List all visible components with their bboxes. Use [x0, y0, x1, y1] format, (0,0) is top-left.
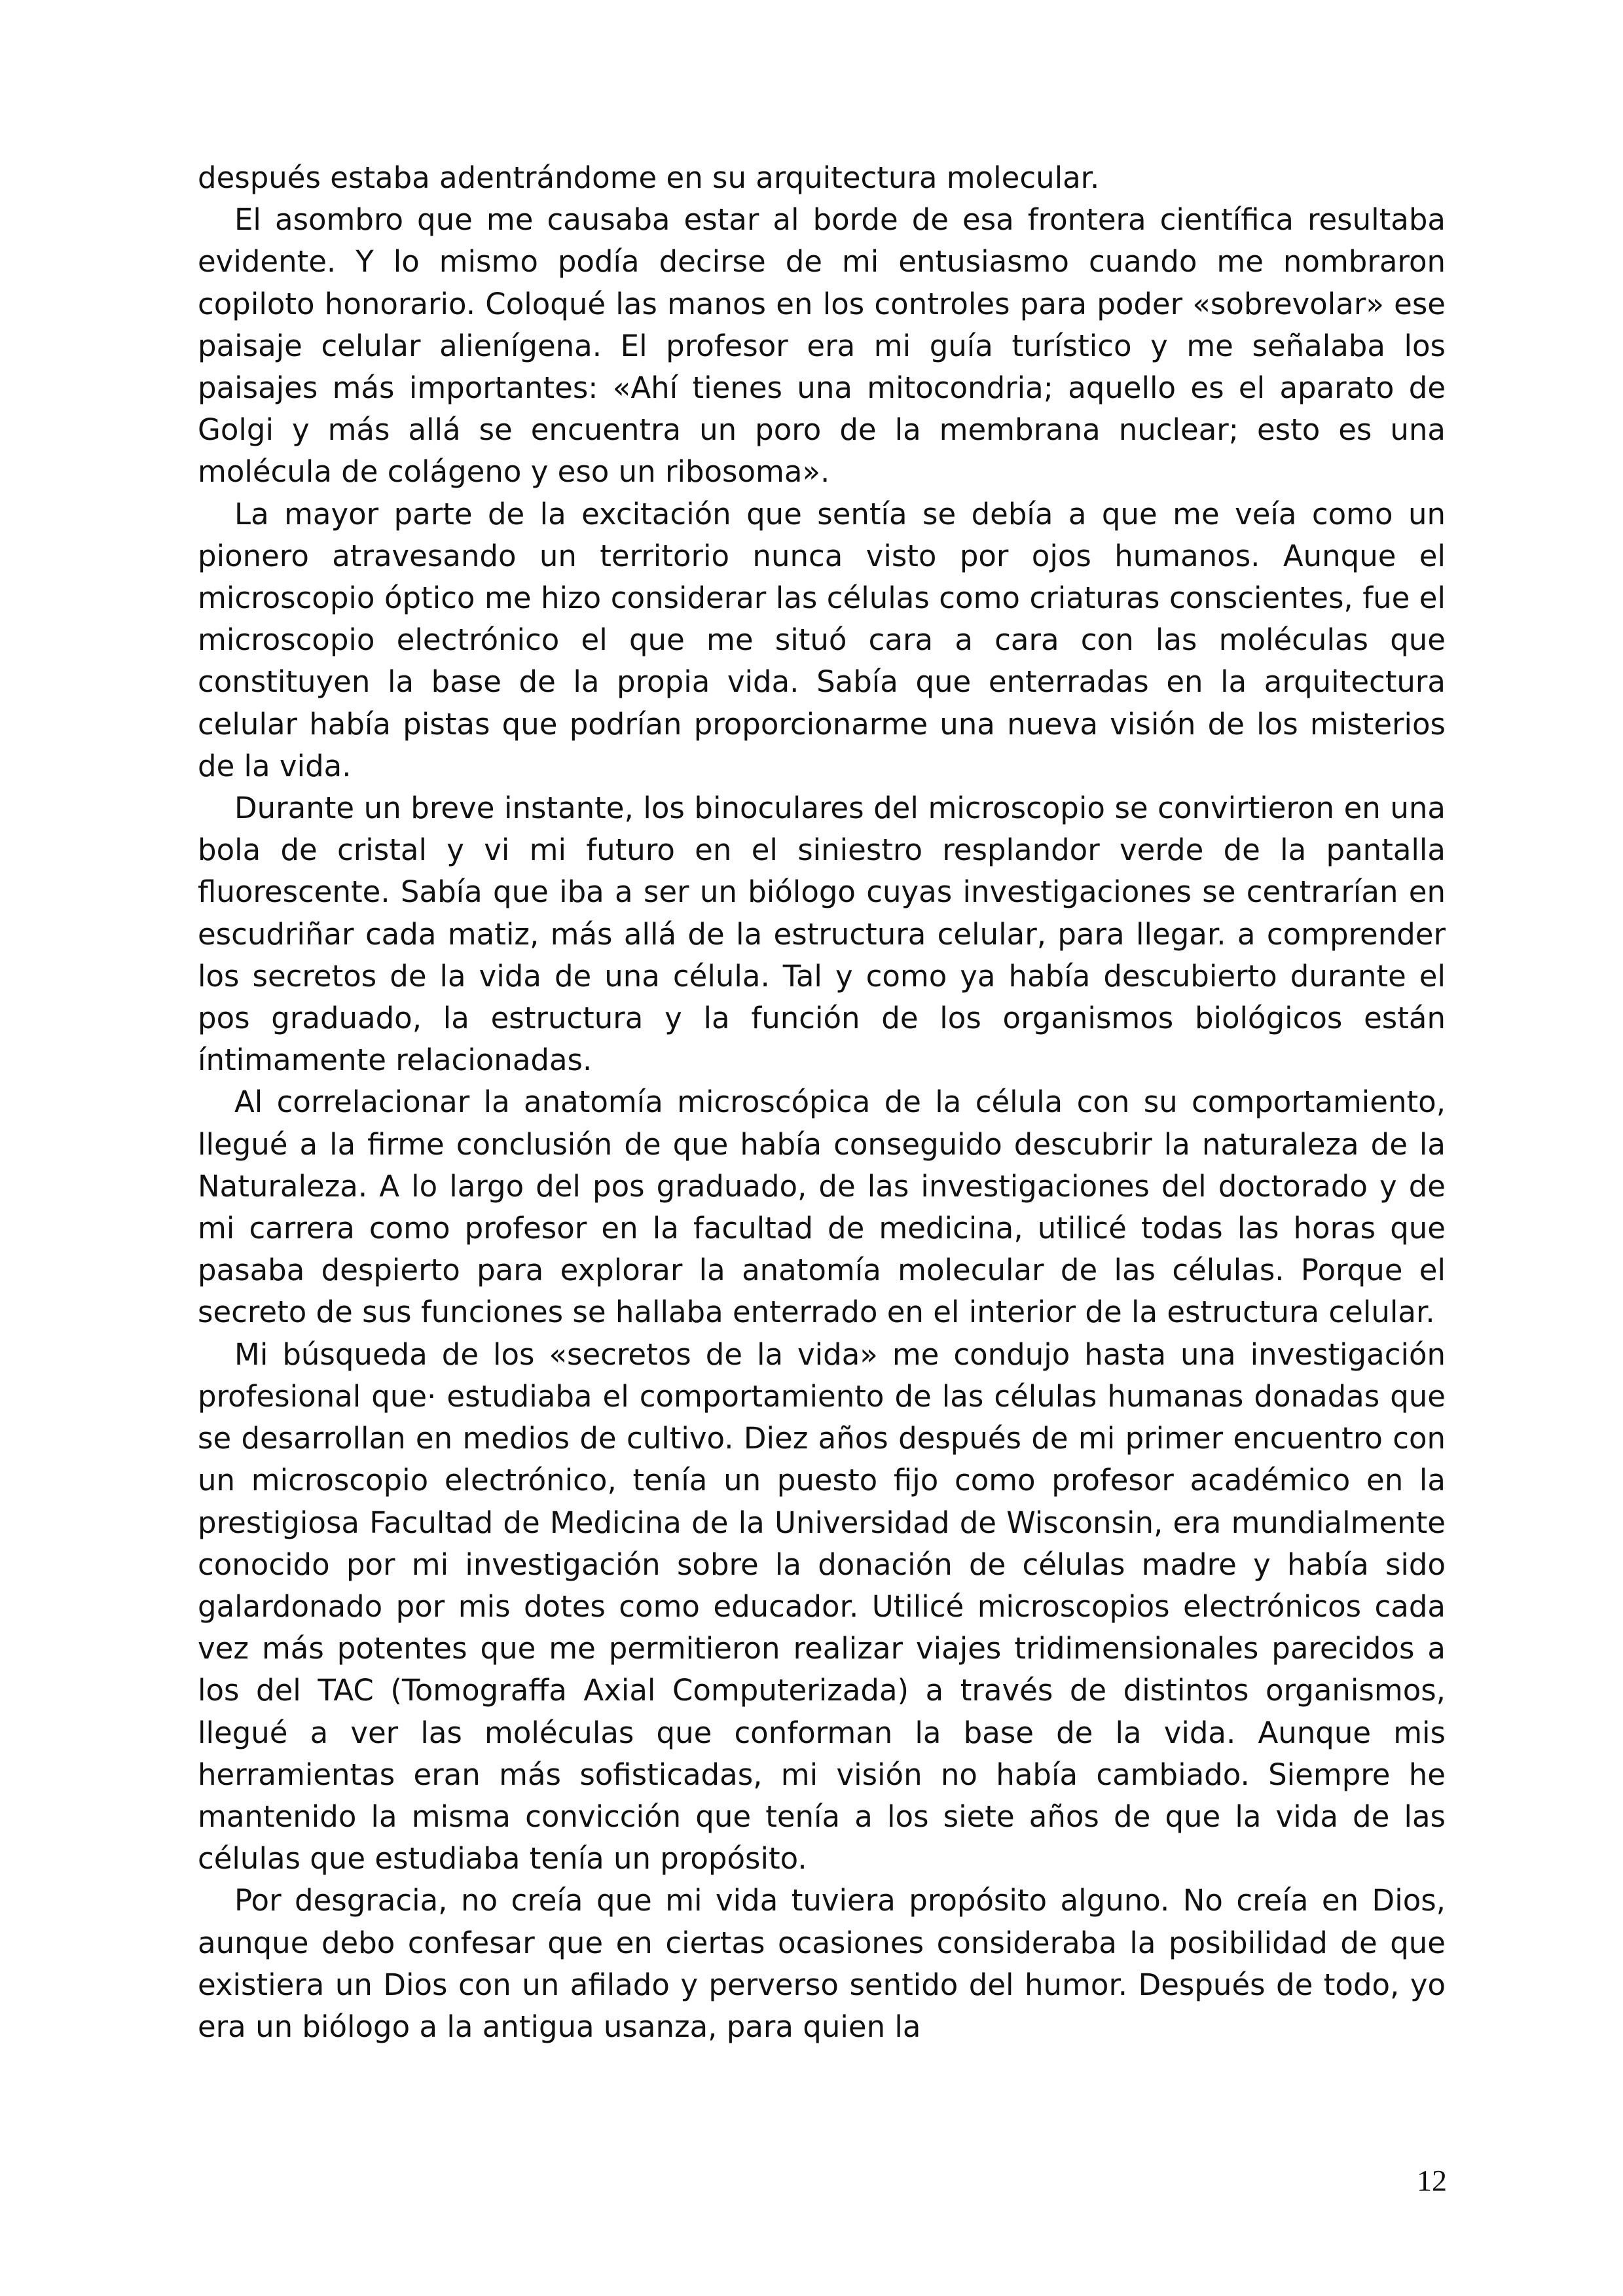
paragraph-1: después estaba adentrándome en su arquitectura molecular. [198, 160, 1100, 195]
paragraph-2: El asombro que me causaba estar al borde de esa frontera científica resultaba evidente. Y lo mismo podía decirse de mi entusiasmo cuando me nombraron copiloto honorario. Coloqué las manos en los controles para poder «sobrevolar» ese paisaje celular alienígena. El profesor era mi guía turístico y me señalaba los paisajes más importantes: «Ahí tienes una mitocondria; aquello es el aparato de Golgi y más allá se encuentra un poro de la membrana nuclear; esto es una molécula de colágeno y eso un ribosoma». [198, 202, 1446, 490]
paragraph-6: Mi búsqueda de los «secretos de la vida» me condujo hasta una investigación profesional que· estudiaba el comportamiento de las células humanas donadas que se desarrollan en medios de cultivo. Diez años después de mi primer encuentro con un microscopio electrónico, tenía un puesto fijo como profesor académico en la prestigiosa Facultad de Medicina de la Universidad de Wisconsin, era mundialmente conocido por mi investigación sobre la donación de células madre y había sido galardonado por mis dotes como educador. Utilicé microscopios electrónicos cada vez más potentes que me permitieron realizar viajes tridimensionales parecidos a los del TAC (Tomograffa Axial Computerizada) a través de distintos organismos, llegué a ver las moléculas que conforman la base de la vida. Aunque mis herramientas eran más sofisticadas, mi visión no había cambiado. Siempre he mantenido la misma convicción que tenía a los siete años de que la vida de las células que estudiaba tenía un propósito. [198, 1336, 1446, 1876]
paragraph-7: Por desgracia, no creía que mi vida tuviera propósito alguno. No creía en Dios, aunque debo confesar que en ciertas ocasiones consideraba la posibilidad de que existiera un Dios con un afilado y perverso sentido del humor. Después de todo, yo era un biólogo a la antigua usanza, para quien la [198, 1883, 1446, 2044]
paragraph-3: La mayor parte de la excitación que sentía se debía a que me veía como un pionero atravesando un territorio nunca visto por ojos humanos. Aunque el microscopio óptico me hizo considerar las células como criaturas conscientes, fue el microscopio electrónico el que me situó cara a cara con las moléculas que constituyen la base de la propia vida. Sabía que enterradas en la arquitectura celular había pistas que podrían proporcionarme una nueva visión de los misterios de la vida. [198, 496, 1446, 783]
paragraph-5: Al correlacionar la anatomía microscópica de la célula con su comportamiento, llegué a la firme conclusión de que había conseguido descubrir la naturaleza de la Naturaleza. A lo largo del pos graduado, de las investigaciones del doctorado y de mi carrera como profesor en la facultad de medicina, utilicé todas las horas que pasaba despierto para explorar la anatomía molecular de las células. Porque el secreto de sus funciones se hallaba enterrado en el interior de la estructura celular. [198, 1085, 1446, 1330]
page-number: 12 [1417, 2164, 1447, 2197]
body-text [198, 157, 1446, 2048]
paragraph-4: Durante un breve instante, los binoculares del microscopio se convirtieron en una bola de cristal y vi mi futuro en el siniestro resplandor verde de la pantalla fluorescente. Sabía que iba a ser un biólogo cuyas investigaciones se centrarían en escudriñar cada matiz, más allá de la estructura celular, para llegar. a comprender los secretos de la vida de una célula. Tal y como ya había descubierto durante el pos graduado, la estructura y la función de los organismos biológicos están íntimamente relacionadas. [198, 791, 1446, 1078]
